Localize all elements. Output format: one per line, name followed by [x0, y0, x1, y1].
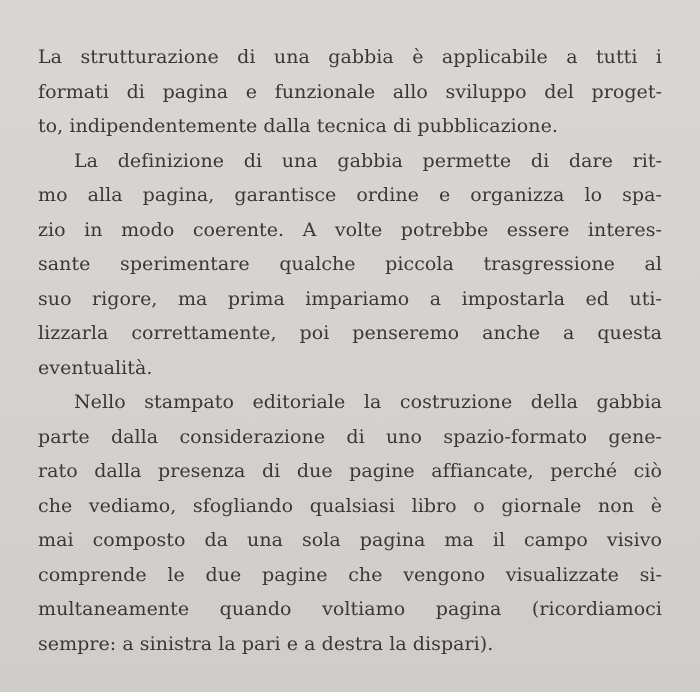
text-line: La strutturazione di una gabbia è applicabile a tutti i	[38, 46, 662, 68]
text-line: formati di pagina e funzionale allo sviluppo del proget-	[38, 80, 662, 103]
text-line: suo rigore, ma prima impariamo a impostarla ed uti-	[38, 287, 662, 310]
text-line: parte dalla considerazione di uno spazio-formato gene-	[38, 425, 662, 448]
text-line: to, indipendentemente dalla tecnica di pubblicazione.	[38, 115, 558, 137]
body-text	[38, 40, 662, 661]
text-line: rato dalla presenza di due pagine affiancate, perché ciò	[38, 460, 662, 482]
text-line: La definizione di una gabbia permette di dare rit-	[74, 149, 662, 172]
text-line: multaneamente quando voltiamo pagina (ricordiamoci	[38, 598, 662, 620]
text-line: mai composto da una sola pagina ma il campo visivo	[38, 529, 662, 551]
text-line: sempre: a sinistra la pari e a destra la dispari).	[38, 632, 494, 655]
text-line: sante sperimentare qualche piccola trasgressione al	[38, 253, 662, 275]
text-line: Nello stampato editoriale la costruzione della gabbia	[74, 391, 662, 413]
text-line: lizzarla correttamente, poi penseremo anche a questa	[38, 322, 662, 344]
text-line: che vediamo, sfogliando qualsiasi libro o giornale non è	[38, 494, 662, 517]
text-line: mo alla pagina, garantisce ordine e organizza lo spa-	[38, 184, 662, 206]
text-line: eventualità.	[38, 356, 153, 379]
text-line: zio in modo coerente. A volte potrebbe essere interes-	[38, 218, 662, 241]
text-line: comprende le due pagine che vengono visualizzate si-	[38, 563, 662, 586]
